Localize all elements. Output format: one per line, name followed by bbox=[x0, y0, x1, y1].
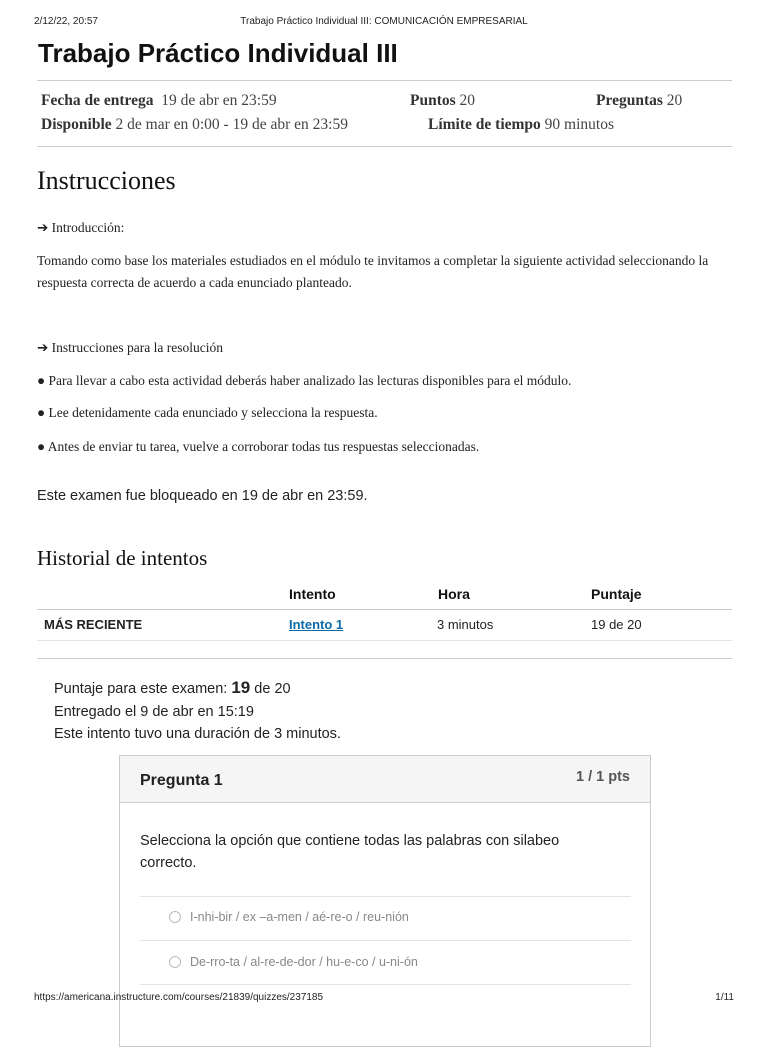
instructions-heading: Instrucciones bbox=[37, 166, 176, 195]
question-points: 1 / 1 pts bbox=[576, 769, 630, 785]
column-header-time: Hora bbox=[438, 586, 470, 602]
answer-option[interactable]: De-rro-ta / al-re-de-dor / hu-e-co / u-ni-ón bbox=[190, 955, 418, 969]
print-datetime: 2/12/22, 20:57 bbox=[34, 16, 98, 27]
questions bbox=[596, 92, 682, 110]
availability bbox=[41, 116, 348, 134]
radio-button[interactable] bbox=[169, 911, 181, 923]
table-divider bbox=[37, 640, 732, 641]
questions-label: Preguntas bbox=[596, 92, 663, 109]
print-page: 1/11 bbox=[715, 992, 734, 1003]
due-date bbox=[41, 92, 277, 110]
question-header bbox=[120, 756, 650, 803]
attempt-link[interactable]: Intento 1 bbox=[289, 617, 344, 632]
answer-option[interactable]: I-nhi-bir / ex –a-men / aé-re-o / reu-nión bbox=[190, 910, 409, 924]
divider bbox=[37, 146, 732, 147]
print-url: https://americana.instructure.com/courses/21839/quizzes/237185 bbox=[34, 992, 324, 1003]
column-header-attempt: Intento bbox=[289, 586, 336, 602]
radio-button[interactable] bbox=[169, 956, 181, 968]
option-divider bbox=[140, 940, 631, 941]
print-footer bbox=[34, 992, 734, 1006]
question-title: Pregunta 1 bbox=[140, 772, 223, 789]
print-doc-title: Trabajo Práctico Individual III: COMUNICACIÓN EMPRESARIAL bbox=[240, 16, 528, 27]
option-divider bbox=[140, 896, 631, 897]
history-heading: Historial de intentos bbox=[37, 546, 208, 570]
available-label: Disponible bbox=[41, 116, 112, 133]
score-value: 19 bbox=[231, 678, 251, 697]
resolution-label: ➔ Instrucciones para la resolución bbox=[37, 340, 223, 355]
time-limit-value: 90 minutos bbox=[544, 116, 614, 133]
bullet-item: ● Lee detenidamente cada enunciado y selecciona la respuesta. bbox=[37, 405, 378, 420]
locked-notice: Este examen fue bloqueado en 19 de abr en 23:59. bbox=[37, 488, 368, 504]
bullet-item: ● Antes de enviar tu tarea, vuelve a corroborar todas tus respuestas seleccionadas. bbox=[37, 439, 480, 454]
time-limit-label: Límite de tiempo bbox=[428, 116, 541, 133]
points-value: 20 bbox=[459, 92, 476, 109]
option-divider bbox=[140, 984, 631, 985]
points bbox=[410, 92, 475, 110]
attempt-time: 3 minutos bbox=[437, 617, 494, 632]
column-header-score: Puntaje bbox=[591, 586, 642, 602]
intro-label: ➔ Introducción: bbox=[37, 220, 125, 235]
points-label: Puntos bbox=[410, 92, 456, 109]
page-title: Trabajo Práctico Individual III bbox=[38, 38, 398, 68]
score-summary bbox=[54, 678, 291, 698]
attempt-duration: Este intento tuvo una duración de 3 minutos. bbox=[54, 726, 341, 742]
row-label: MÁS RECIENTE bbox=[44, 617, 143, 632]
score-prefix: Puntaje para este examen: bbox=[54, 681, 228, 697]
submitted-date: Entregado el 9 de abr en 15:19 bbox=[54, 704, 254, 720]
divider bbox=[37, 80, 732, 81]
time-limit bbox=[428, 116, 614, 134]
due-label: Fecha de entrega bbox=[41, 92, 154, 109]
table-divider bbox=[37, 609, 732, 610]
intro-text: Tomando como base los materiales estudiados en el módulo te invitamos a completar la siguiente actividad seleccionando la respuesta correcta de acuerdo a cada enunciado planteado. bbox=[37, 253, 709, 290]
divider bbox=[37, 658, 732, 659]
score-suffix: de 20 bbox=[254, 681, 291, 697]
question-text: Selecciona la opción que contiene todas las palabras con silabeo correcto. bbox=[140, 833, 560, 871]
bullet-item: ● Para llevar a cabo esta actividad deberás haber analizado las lecturas disponibles para el módulo. bbox=[37, 373, 572, 388]
attempt-score: 19 de 20 bbox=[591, 617, 642, 632]
print-header bbox=[34, 16, 734, 30]
available-value: 2 de mar en 0:00 - 19 de abr en 23:59 bbox=[115, 116, 348, 133]
due-value: 19 de abr en 23:59 bbox=[161, 92, 277, 109]
questions-value: 20 bbox=[666, 92, 683, 109]
